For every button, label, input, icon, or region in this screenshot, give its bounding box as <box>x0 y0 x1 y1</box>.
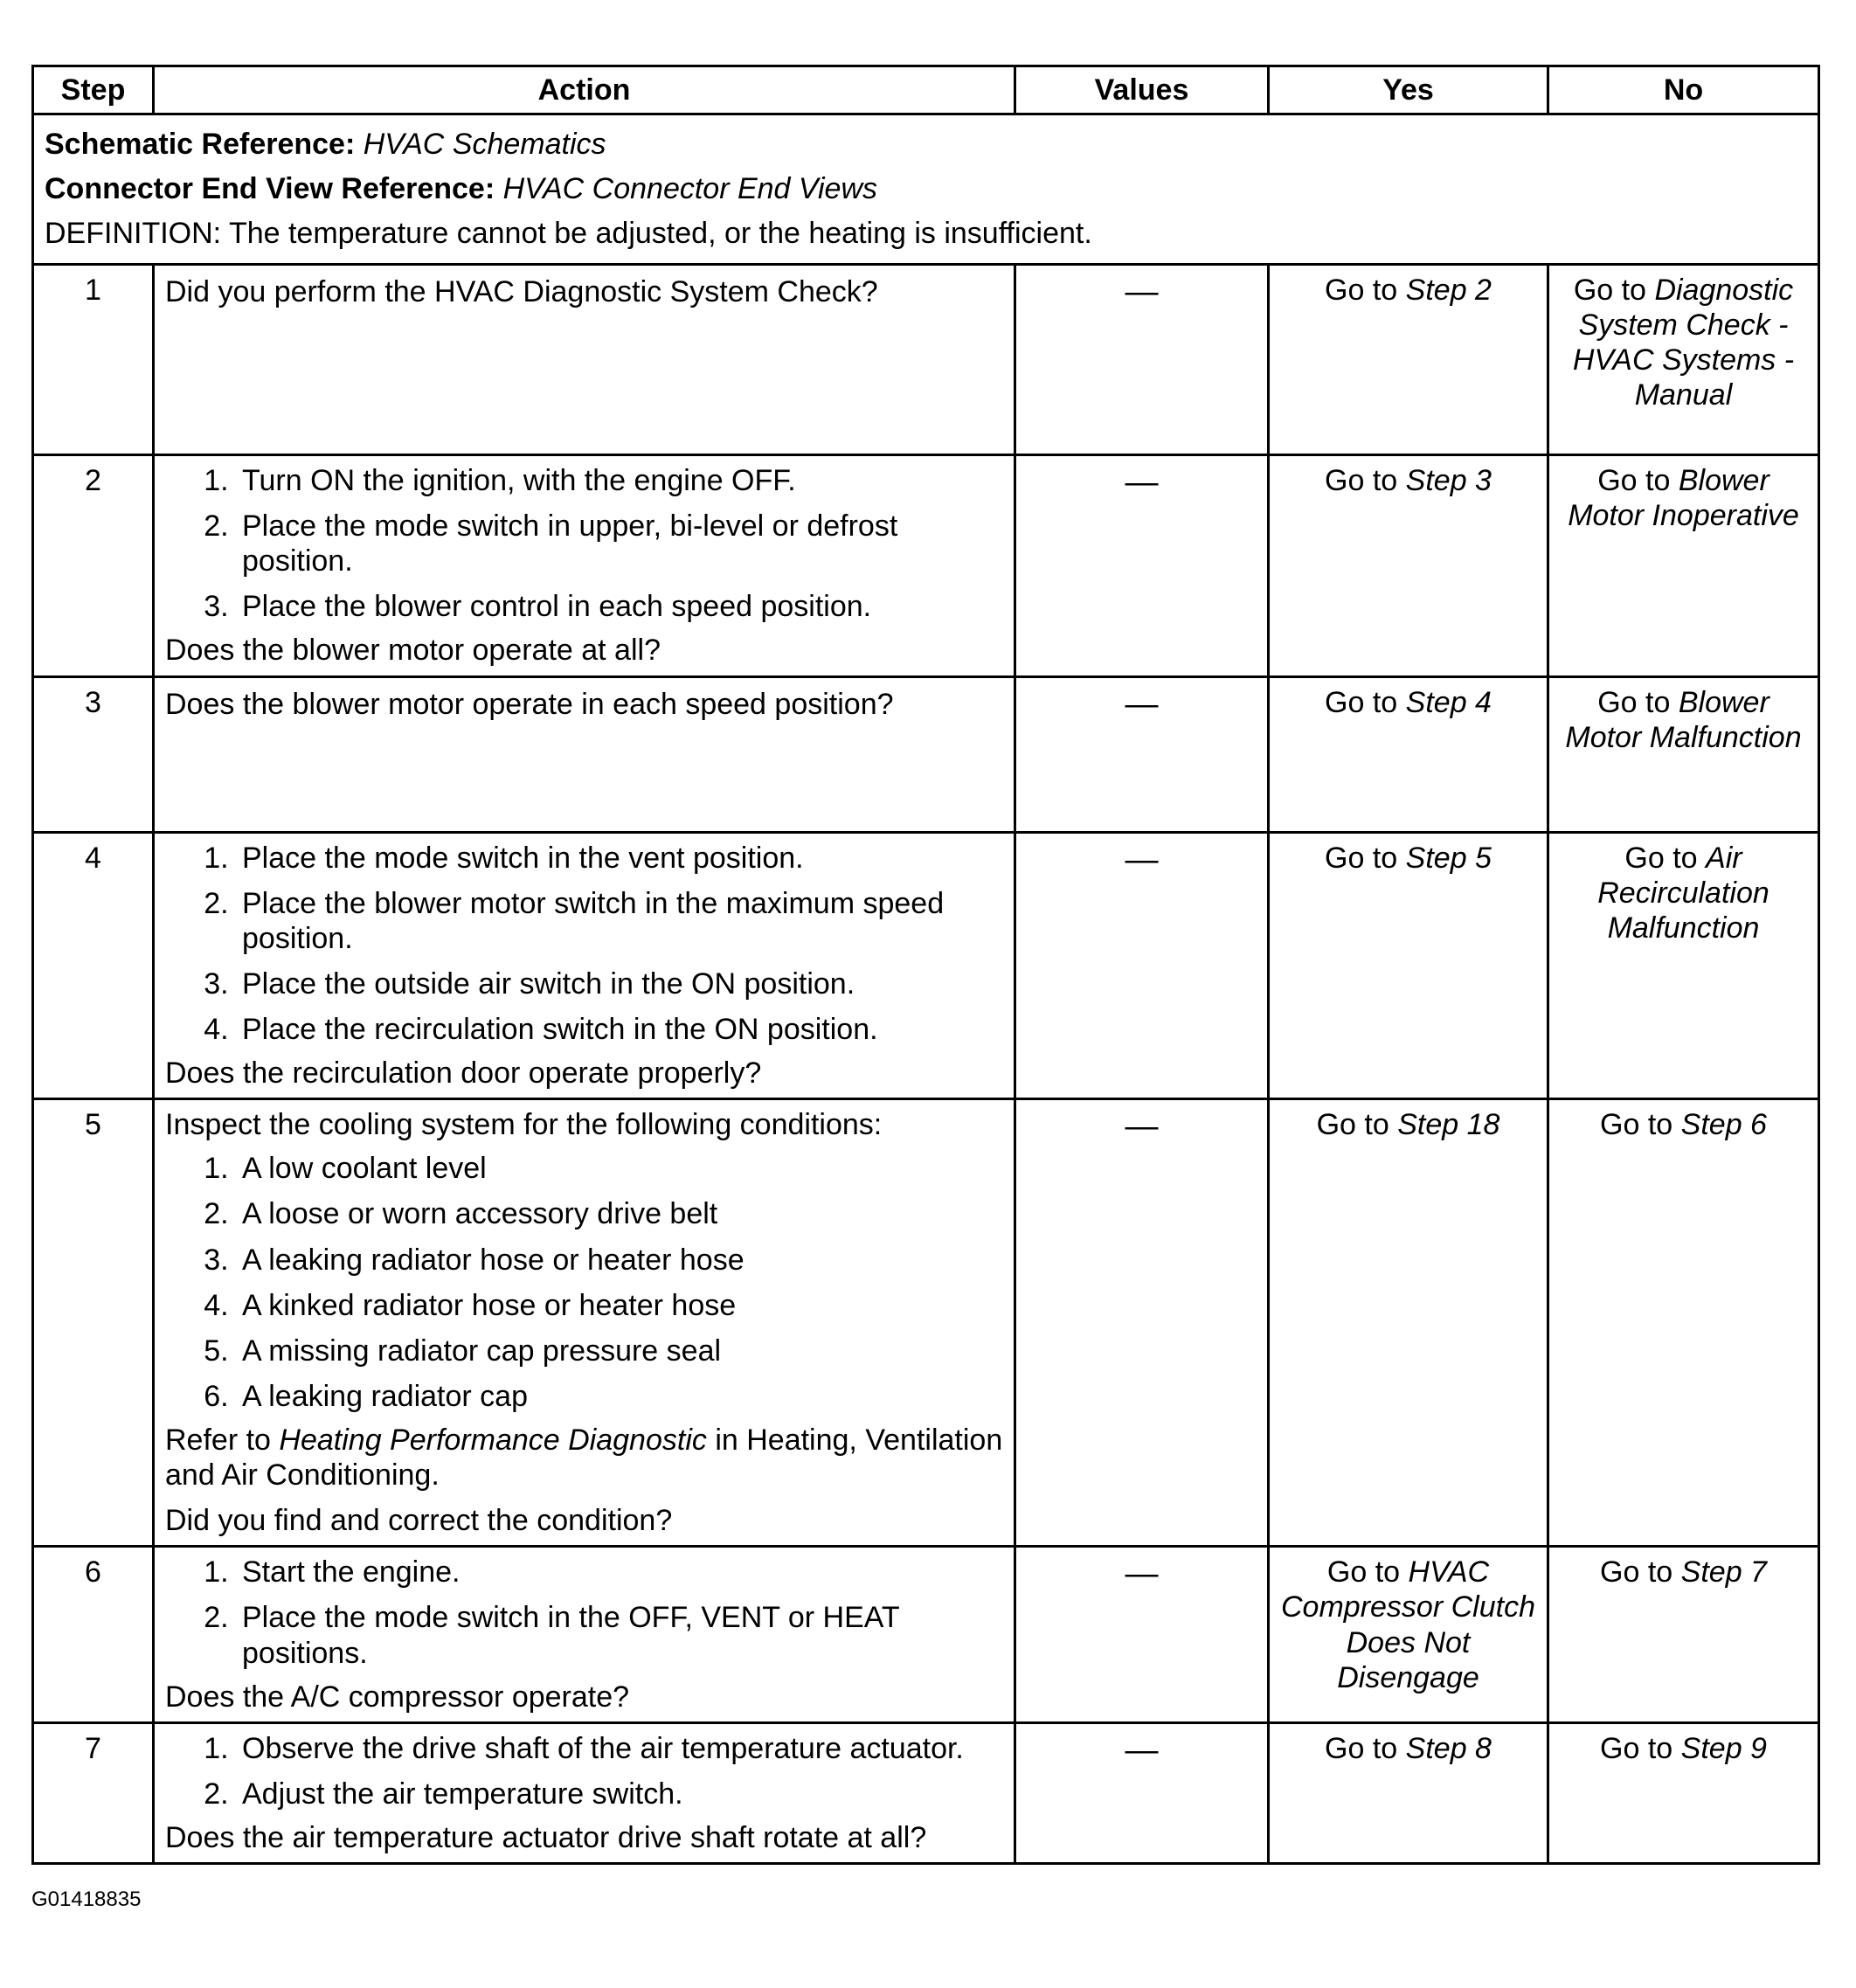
schematic-reference-link[interactable]: HVAC Schematics <box>363 128 606 161</box>
schematic-reference <box>45 122 1807 167</box>
header-no: No <box>1548 66 1819 114</box>
values-cell: — <box>1015 455 1269 677</box>
values-cell: — <box>1015 676 1269 832</box>
step-number: 2 <box>33 455 154 677</box>
yes-prefix: Go to <box>1325 274 1398 307</box>
refer-link[interactable]: Heating Performance Diagnostic <box>279 1423 707 1457</box>
no-link[interactable]: Step 9 <box>1680 1731 1767 1765</box>
values-cell: — <box>1015 1722 1269 1863</box>
yes-link[interactable]: Step 18 <box>1397 1108 1500 1142</box>
action-list-item: 6. A leaking radiator cap <box>237 1379 1003 1414</box>
action-cell <box>154 1099 1015 1547</box>
yes-prefix: Go to <box>1325 464 1398 497</box>
no-cell <box>1548 265 1819 455</box>
action-list <box>165 1731 1003 1811</box>
refer-suffix: in Heating, Ventilation and Air Conditioning. <box>165 1423 1003 1493</box>
action-list-item: 2. Place the blower motor switch in the maximum speed position. <box>237 886 1003 956</box>
action-cell <box>154 832 1015 1099</box>
action-list-item: 2. Place the mode switch in upper, bi-level or defrost position. <box>237 509 1003 578</box>
yes-link[interactable]: Step 4 <box>1405 685 1492 719</box>
yes-prefix: Go to <box>1325 685 1398 719</box>
definition-text: DEFINITION: The temperature cannot be adjusted, or the heating is insufficient. <box>45 217 1092 250</box>
table-row <box>33 832 1819 1099</box>
yes-link[interactable]: Step 5 <box>1405 841 1492 875</box>
action-cell <box>154 1722 1015 1863</box>
refer-note <box>165 1423 1003 1493</box>
values-cell: — <box>1015 1099 1269 1547</box>
no-link[interactable]: Blower Motor Malfunction <box>1565 685 1802 754</box>
table-row <box>33 265 1819 455</box>
action-question: Does the A/C compressor operate? <box>165 1680 630 1714</box>
action-list-item: 3. Place the outside air switch in the ON position. <box>237 966 1003 1001</box>
action-list-item: 1. Start the engine. <box>237 1555 1003 1590</box>
refer-prefix: Refer to <box>165 1423 271 1457</box>
action-cell <box>154 1547 1015 1722</box>
yes-cell <box>1269 1722 1548 1863</box>
figure-id: G01418835 <box>31 1888 142 1911</box>
action-question: Does the air temperature actuator drive shaft rotate at all? <box>165 1820 927 1854</box>
table-row <box>33 1722 1819 1863</box>
no-link[interactable]: Step 7 <box>1680 1555 1767 1590</box>
action-list-item: 4. Place the recirculation switch in the ON position. <box>237 1012 1003 1047</box>
yes-link[interactable]: HVAC Compressor Clutch Does Not Disengage <box>1281 1555 1535 1694</box>
no-prefix: Go to <box>1597 685 1671 719</box>
no-link[interactable]: Step 6 <box>1680 1108 1767 1142</box>
action-list-item: 2. Adjust the air temperature switch. <box>237 1777 1003 1811</box>
connector-reference-label: Connector End View Reference: <box>45 172 495 205</box>
step-number: 5 <box>33 1099 154 1547</box>
values-cell: — <box>1015 1547 1269 1722</box>
action-list-item: 1. Turn ON the ignition, with the engine OFF. <box>237 463 1003 498</box>
action-cell <box>154 265 1015 455</box>
no-prefix: Go to <box>1624 841 1698 875</box>
no-cell <box>1548 832 1819 1099</box>
yes-prefix: Go to <box>1326 1555 1401 1590</box>
no-prefix: Go to <box>1600 1555 1673 1590</box>
no-cell <box>1548 1547 1819 1722</box>
no-prefix: Go to <box>1600 1108 1673 1142</box>
no-link[interactable]: Blower Motor Inoperative <box>1568 464 1799 533</box>
step-number: 1 <box>33 265 154 455</box>
reference-cell <box>33 114 1819 265</box>
action-cell <box>154 455 1015 677</box>
yes-link[interactable]: Step 8 <box>1405 1731 1492 1765</box>
action-intro: Inspect the cooling system for the following conditions: <box>165 1108 883 1142</box>
yes-cell <box>1269 1099 1548 1547</box>
action-cell <box>154 676 1015 832</box>
yes-cell <box>1269 1547 1548 1722</box>
no-prefix: Go to <box>1600 1731 1673 1765</box>
header-yes: Yes <box>1269 66 1548 114</box>
action-question: Did you perform the HVAC Diagnostic System Check? <box>165 275 878 308</box>
connector-reference-link[interactable]: HVAC Connector End Views <box>502 172 877 205</box>
reference-row <box>33 114 1819 265</box>
no-cell <box>1548 1099 1819 1547</box>
no-cell <box>1548 455 1819 677</box>
header-action: Action <box>154 66 1015 114</box>
yes-link[interactable]: Step 3 <box>1405 464 1492 497</box>
action-list-item: 3. A leaking radiator hose or heater hose <box>237 1243 1003 1278</box>
action-list <box>165 1151 1003 1414</box>
yes-prefix: Go to <box>1325 1731 1398 1765</box>
action-list-item: 3. Place the blower control in each speed position. <box>237 589 1003 624</box>
yes-cell <box>1269 676 1548 832</box>
no-link[interactable]: Diagnostic System Check - HVAC Systems - Manual <box>1572 274 1795 412</box>
yes-prefix: Go to <box>1316 1108 1389 1142</box>
header-step: Step <box>33 66 154 114</box>
yes-cell <box>1269 832 1548 1099</box>
yes-prefix: Go to <box>1325 841 1398 875</box>
header-values: Values <box>1015 66 1269 114</box>
step-number: 6 <box>33 1547 154 1722</box>
header-row <box>33 66 1819 114</box>
table-row <box>33 1099 1819 1547</box>
table-row <box>33 676 1819 832</box>
action-question: Did you find and correct the condition? <box>165 1504 673 1538</box>
values-cell: — <box>1015 265 1269 455</box>
connector-reference <box>45 167 1807 211</box>
no-cell <box>1548 676 1819 832</box>
action-question: Does the recirculation door operate properly? <box>165 1056 762 1091</box>
action-list-item: 4. A kinked radiator hose or heater hose <box>237 1288 1003 1323</box>
step-number: 7 <box>33 1722 154 1863</box>
action-list <box>165 1555 1003 1670</box>
table-row <box>33 455 1819 677</box>
values-cell: — <box>1015 832 1269 1099</box>
action-question: Does the blower motor operate at all? <box>165 634 661 668</box>
action-list <box>165 463 1003 624</box>
step-number: 3 <box>33 676 154 832</box>
action-list-item: 2. Place the mode switch in the OFF, VENT or HEAT positions. <box>237 1600 1003 1670</box>
no-link[interactable]: Air Recirculation Malfunction <box>1597 841 1769 945</box>
diagnostic-table <box>31 65 1820 1865</box>
step-number: 4 <box>33 832 154 1099</box>
action-list-item: 1. Place the mode switch in the vent position. <box>237 841 1003 876</box>
action-list-item: 1. A low coolant level <box>237 1151 1003 1186</box>
no-cell <box>1548 1722 1819 1863</box>
action-list-item: 2. A loose or worn accessory drive belt <box>237 1196 1003 1231</box>
schematic-reference-label: Schematic Reference: <box>45 128 356 161</box>
action-question: Does the blower motor operate in each speed position? <box>165 687 894 721</box>
action-list <box>165 841 1003 1048</box>
no-prefix: Go to <box>1573 274 1646 307</box>
action-list-item: 1. Observe the drive shaft of the air temperature actuator. <box>237 1731 1003 1766</box>
no-prefix: Go to <box>1597 464 1671 497</box>
yes-cell <box>1269 265 1548 455</box>
yes-link[interactable]: Step 2 <box>1405 274 1492 307</box>
yes-cell <box>1269 455 1548 677</box>
table-row <box>33 1547 1819 1722</box>
action-list-item: 5. A missing radiator cap pressure seal <box>237 1333 1003 1368</box>
